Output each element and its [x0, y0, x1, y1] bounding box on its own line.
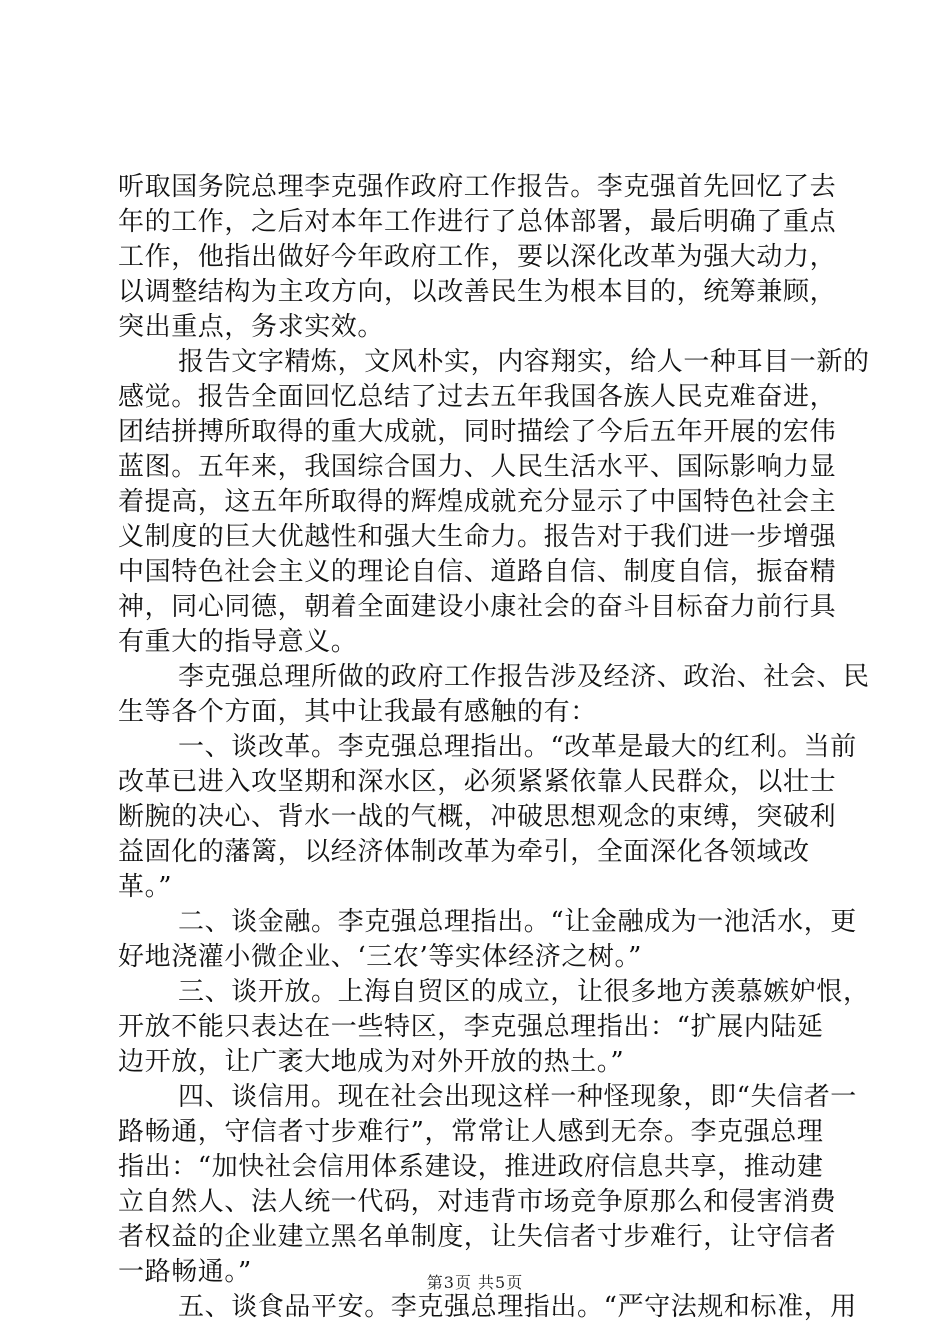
- text-line: 年的工作，之后对本年工作进行了总体部署，最后明确了重点: [118, 207, 837, 237]
- text-line: 改革已进入攻坚期和深水区，必须紧紧依靠人民群众，以壮士: [118, 767, 837, 797]
- text-line: 以调整结构为主攻方向，以改善民生为根本目的，统筹兼顾，: [118, 277, 837, 307]
- text-line: 立自然人、法人统一代码，对违背市场竞争原那么和侵害消费: [118, 1187, 837, 1217]
- text-line: 开放不能只表达在一些特区，李克强总理指出：“扩展内陆延: [118, 1012, 824, 1042]
- text-line: 团结拼搏所取得的重大成就，同时描绘了今后五年开展的宏伟: [118, 417, 837, 447]
- text-line: 生等各个方面，其中让我最有感触的有：: [118, 697, 597, 727]
- text-line: 中国特色社会主义的理论自信、道路自信、制度自信，振奋精: [118, 557, 837, 587]
- text-line: 义制度的巨大优越性和强大生命力。报告对于我们进一步增强: [118, 522, 837, 552]
- text-line: 好地浇灌小微企业、‘三农’等实体经济之树。”: [118, 942, 643, 972]
- text-line: 着提高，这五年所取得的辉煌成就充分显示了中国特色社会主: [118, 487, 837, 517]
- text-line: 边开放，让广袤大地成为对外开放的热土。”: [118, 1047, 625, 1077]
- text-line: 断腕的决心、背水一战的气概，冲破思想观念的束缚，突破利: [118, 802, 837, 832]
- text-line: 突出重点，务求实效。: [118, 312, 385, 342]
- paragraph-first-line: 一、谈改革。李克强总理指出。“改革是最大的红利。当前: [178, 732, 857, 762]
- paragraph-first-line: 三、谈开放。上海自贸区的成立，让很多地方羡慕嫉妒恨，: [178, 977, 870, 1007]
- text-line: 路畅通，守信者寸步难行”，常常让人感到无奈。李克强总理: [118, 1117, 824, 1147]
- document-body: [118, 170, 870, 1325]
- text-line: 者权益的企业建立黑名单制度，让失信者寸步难行，让守信者: [118, 1222, 837, 1252]
- text-line: 指出：“加快社会信用体系建设，推进政府信息共享，推动建: [118, 1152, 824, 1182]
- text-line: 工作，他指出做好今年政府工作，要以深化改革为强大动力，: [118, 242, 837, 272]
- text-line: 神，同心同德，朝着全面建设小康社会的奋斗目标奋力前行具: [118, 592, 837, 622]
- paragraph-first-line: 报告文字精炼，文风朴实，内容翔实，给人一种耳目一新的: [178, 347, 870, 377]
- page-number-footer: 第3页 共5页: [426, 1273, 524, 1292]
- paragraph-first-line: 二、谈金融。李克强总理指出。“让金融成为一池活水，更: [178, 907, 857, 937]
- paragraph-first-line: 四、谈信用。现在社会出现这样一种怪现象，即“失信者一: [178, 1082, 857, 1112]
- text-line: 感觉。报告全面回忆总结了过去五年我国各族人民克难奋进，: [118, 382, 837, 412]
- text-line: 革。”: [118, 872, 173, 902]
- text-line: 听取国务院总理李克强作政府工作报告。李克强首先回忆了去: [118, 172, 837, 202]
- text-line: 有重大的指导意义。: [118, 627, 358, 657]
- paragraph-first-line: 李克强总理所做的政府工作报告涉及经济、政治、社会、民: [178, 662, 870, 692]
- text-line: 益固化的藩篱，以经济体制改革为牵引，全面深化各领域改: [118, 837, 810, 867]
- text-line: 蓝图。五年来，我国综合国力、人民生活水平、国际影响力显: [118, 452, 837, 482]
- text-line: 一路畅通。”: [118, 1257, 252, 1287]
- paragraph-first-line: 五、谈食品平安。李克强总理指出。“严守法规和标准，用: [178, 1292, 857, 1322]
